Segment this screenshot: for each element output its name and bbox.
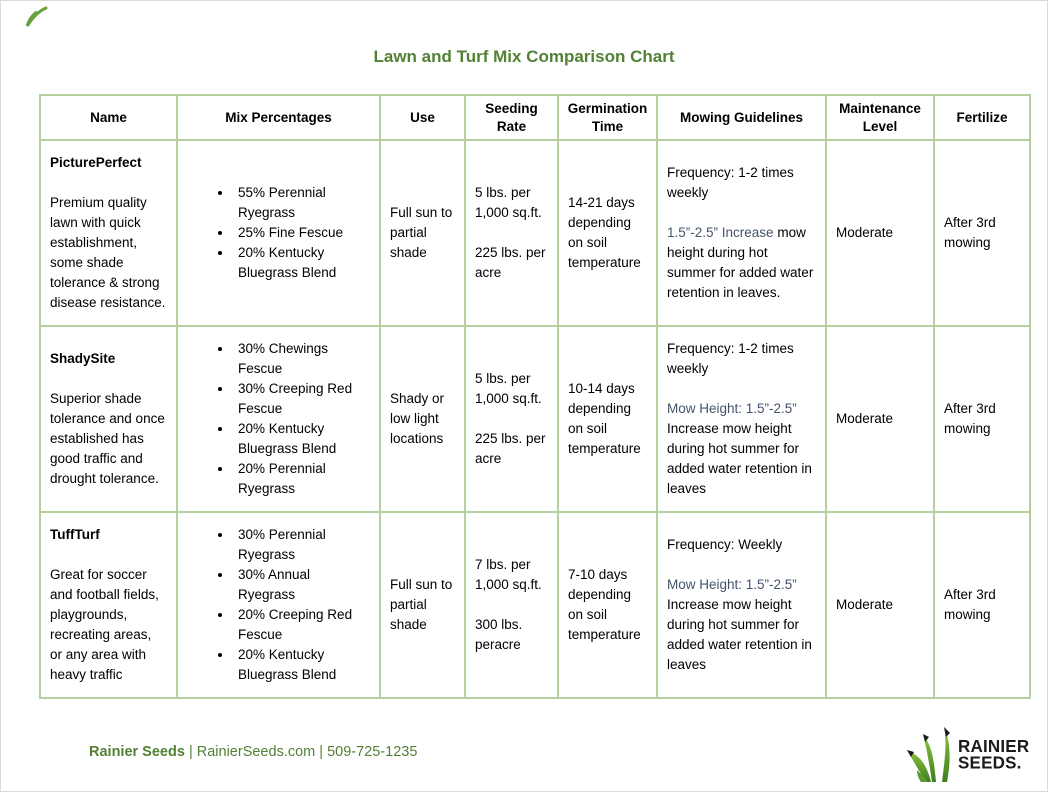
mix-item: • 30% Annual Ryegrass	[233, 565, 370, 605]
mix-item: • 20% Kentucky Bluegrass Blend	[233, 645, 370, 685]
footer-separator: |	[188, 744, 193, 760]
seeding-rate-cell: 5 lbs. per 1,000 sq.ft. 225 lbs. per acre	[465, 326, 558, 512]
col-header-seeding-rate: Seeding Rate	[465, 95, 558, 140]
mowing-height: Mow Height: 1.5”-2.5” Increase mow height during hot summer for added water retention in leaves	[667, 577, 812, 672]
logo-wordmark	[958, 738, 1029, 772]
fertilize-cell: After 3rd mowing	[934, 512, 1030, 698]
mowing-frequency: Frequency: 1-2 times weekly	[667, 165, 794, 200]
footer-company: Rainier Seeds	[89, 744, 185, 760]
mix-item: • 30% Perennial Ryegrass	[233, 525, 370, 565]
mix-item: • 30% Chewings Fescue	[233, 339, 370, 379]
mowing-guidelines-cell	[657, 512, 826, 698]
mix-percentages-cell	[177, 512, 380, 698]
grass-blades-icon	[903, 724, 955, 786]
name-cell	[40, 326, 177, 512]
comparison-table	[39, 94, 1031, 699]
mix-percentages-cell	[177, 326, 380, 512]
mix-item: • 55% Perennial Ryegrass	[233, 183, 370, 223]
mowing-frequency: Frequency: 1-2 times weekly	[667, 341, 794, 376]
mix-item: • 20% Creeping Red Fescue	[233, 605, 370, 645]
table-row-pictureperfect	[40, 140, 1030, 326]
name-cell	[40, 140, 177, 326]
use-cell: Full sun to partial shade	[380, 140, 465, 326]
maintenance-level-cell: Moderate	[826, 326, 934, 512]
germination-time-cell: 14-21 days depending on soil temperature	[558, 140, 657, 326]
footer-website: RainierSeeds.com	[196, 744, 316, 760]
use-cell: Full sun to partial shade	[380, 512, 465, 698]
footer-phone: 509-725-1235	[327, 744, 418, 760]
col-header-maintenance-level: Maintenance Level	[826, 95, 934, 140]
logo-line2: SEEDS.	[958, 752, 1022, 773]
rainier-seeds-logo	[903, 721, 1043, 789]
fertilize-cell: After 3rd mowing	[934, 326, 1030, 512]
product-name: ShadySite	[50, 351, 116, 366]
fertilize-cell: After 3rd mowing	[934, 140, 1030, 326]
header-row	[40, 95, 1030, 140]
use-cell: Shady or low light locations	[380, 326, 465, 512]
col-header-mix-percentages: Mix Percentages	[177, 95, 380, 140]
seeding-rate-cell: 5 lbs. per 1,000 sq.ft. 225 lbs. per acre	[465, 140, 558, 326]
mix-list	[187, 525, 370, 685]
product-name: PicturePerfect	[50, 155, 142, 170]
mix-percentages-cell	[177, 140, 380, 326]
product-description: Superior shade tolerance and once established has good traffic and drought tolerance.	[50, 391, 165, 486]
product-name: TuffTurf	[50, 527, 100, 542]
maintenance-level-cell: Moderate	[826, 512, 934, 698]
footer-contact	[89, 744, 417, 760]
table-row-shadysite	[40, 326, 1030, 512]
mix-list	[187, 183, 370, 283]
germination-time-cell: 7-10 days depending on soil temperature	[558, 512, 657, 698]
mowing-guidelines-cell	[657, 326, 826, 512]
mix-item: • 20% Perennial Ryegrass	[233, 459, 370, 499]
col-header-mowing-guidelines: Mowing Guidelines	[657, 95, 826, 140]
mowing-height: Mow Height: 1.5”-2.5” Increase mow height during hot summer for added water retention in leaves	[667, 401, 812, 496]
col-header-name: Name	[40, 95, 177, 140]
mowing-frequency: Frequency: Weekly	[667, 537, 783, 552]
table-row-tuffturf	[40, 512, 1030, 698]
col-header-germination-time: Germination Time	[558, 95, 657, 140]
corner-leaf-mark	[25, 5, 49, 27]
logo-line1: RAINIER	[958, 736, 1030, 757]
name-cell	[40, 512, 177, 698]
mowing-guidelines-cell	[657, 140, 826, 326]
seeding-rate-cell: 7 lbs. per 1,000 sq.ft. 300 lbs. peracre	[465, 512, 558, 698]
mix-item: • 30% Creeping Red Fescue	[233, 379, 370, 419]
mix-item: • 20% Kentucky Bluegrass Blend	[233, 419, 370, 459]
mowing-height: 1.5”-2.5” Increase mow height during hot summer for added water retention in leaves.	[667, 225, 814, 300]
mix-item: • 25% Fine Fescue	[233, 223, 370, 243]
footer-separator: |	[319, 744, 324, 760]
mix-list	[187, 339, 370, 499]
col-header-use: Use	[380, 95, 465, 140]
product-description: Great for soccer and football fields, playgrounds, recreating areas, or any area with heavy traffic	[50, 567, 159, 682]
mix-item: • 20% Kentucky Bluegrass Blend	[233, 243, 370, 283]
product-description: Premium quality lawn with quick establishment, some shade tolerance & strong disease resistance.	[50, 195, 166, 310]
col-header-fertilize: Fertilize	[934, 95, 1030, 140]
maintenance-level-cell: Moderate	[826, 140, 934, 326]
page-title: Lawn and Turf Mix Comparison Chart	[373, 47, 675, 66]
germination-time-cell: 10-14 days depending on soil temperature	[558, 326, 657, 512]
